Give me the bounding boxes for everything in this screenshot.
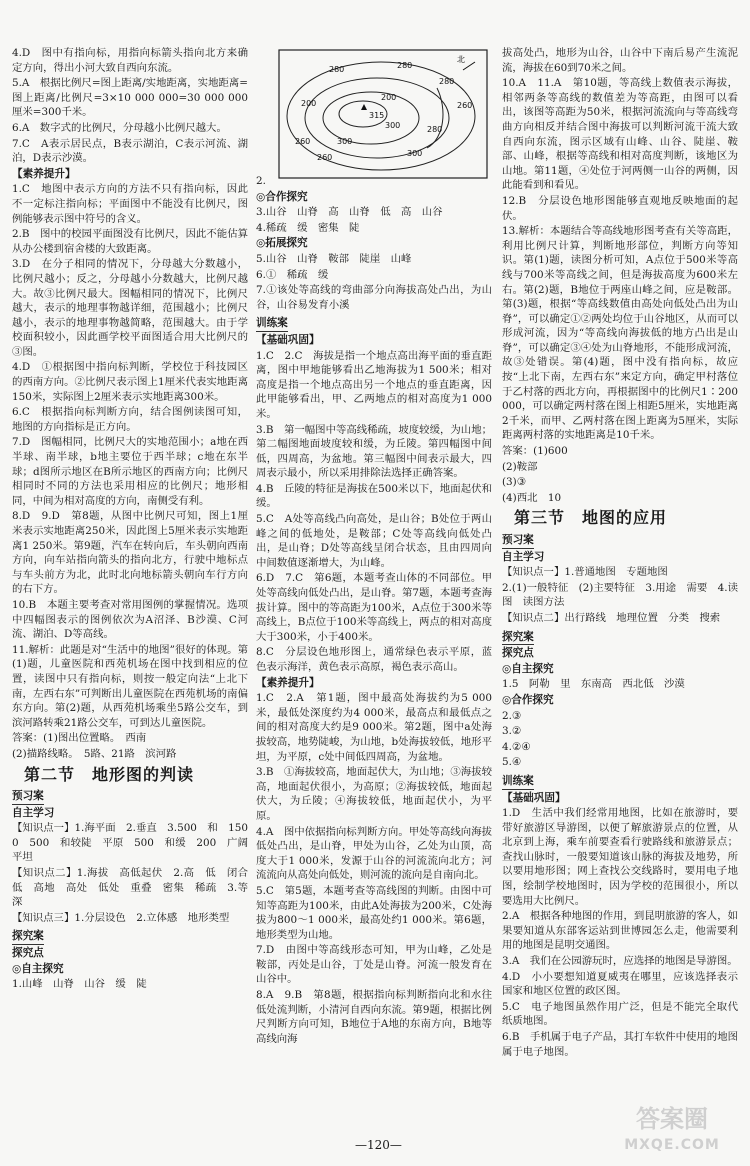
paragraph: 13.解析：本题结合等高线地形图考查有关等高距，利用比例尺计算，判断地形部位，判断方向等知识。第(1)题，读图分析可知，A点位于500米等高线与700米等高线之间，但是海拔高度为600米左右。第(2)题，B地位于两座山峰之间，应是鞍部。第(3)题，根据“等高线数值由高处向低处凸出为山脊”，可以确定①②两处均位于山谷地区，从而可以形成河流，因为“等高线向海拔低的地方凸出是山脊”，可以确定③④处为山脊地形，不能形成河流，故③处错误。第(4)题，图中没有指向标，故应按“上北下南，左西右东”来定方向，确定甲村落位于乙村落的西北方向，再根据图中的比例尺1∶200 000，可以确定两村落在图上相距5厘米，实地距离2千米，而甲、乙两村落在图上距离为5厘米，实际距离两村落的实地距离是10千米。 [502,225,738,442]
paragraph: 6.① 稀疏 缓 [256,268,329,281]
page-number: —120— [355,1138,402,1152]
paragraph: (4)西北 10 [502,491,562,504]
paragraph: 【知识点二】出行路线 地理位置 分类 搜索 [502,611,721,624]
paragraph: 2.A 根据各种地图的作用，到昆明旅游的客人，如果要知道从东部客运站到世博园怎么走，他需要利用的地图是昆明交通图。 [502,910,738,952]
paragraph: 5.山谷 山脊 鞍部 陡崖 山峰 [256,252,412,265]
paragraph: 6.B 手机属于电子产品，其打车软件中使用的地图属于电子地图。 [502,1031,738,1058]
section-heading: 探究点 [12,947,44,960]
paragraph: 7.D 图幅相同，比例尺大的实地范围小；a地在西半球、南半球，b地主要位于西半球；c地在东半球；d图所示地区在B所示地区的西南方向；比例尺相同时不同的方法也采用相应的比例尺；地形相同，中间为相对高度的方向，南侧受有利。 [12,436,248,507]
subsection-label: 训练案 [256,316,288,332]
watermark-text: 答案圈 [636,1105,708,1133]
paragraph: 2.③ [502,709,522,722]
paragraph: 【知识点一】1.海平面 2.垂直 3.500 和 1500 500 和较陡 平原 500 和缓 200 广阔平坦 [12,822,248,864]
paragraph: 6.C 根据指向标判断方向，结合图例读图可知，地图的方向指标是正方向。 [12,406,248,433]
paragraph: 【知识点三】1.分层设色 2.立体感 地形类型 [12,911,230,924]
paragraph: 1.C 地图中表示方向的方法不只有指向标，因此不一定标注指向标；平面图中不能没有比例尺，图例能够表示图中符号的含义。 [12,183,248,225]
paragraph: 7.①该处等高线的弯曲部分向海拔高处凸出，为山谷，山谷易发育小溪 [256,284,492,311]
paragraph: 4.D ①根据图中指向标判断，学校位于科技园区的西南方向。②比例尺表示图上1厘米代表实地距离150米，实际图上2厘米表示实地距离300米。 [12,361,248,403]
paragraph: 10.A 11.A 第10题，等高线上数值表示海拔，相邻两条等高线的数值差为等高距，由图可以看出，该图等高距为50米，根据河流流向与等高线弯曲方向相反并结合图中海拔可以判断河流干流大致自西向东流，图示区域有山峰、山谷、陡崖、鞍部、山峰，根据等高线和相对高度判断，该地区为山地。第11题，④处位于河两侧一山谷的两侧，因此能看到和看见。 [502,77,738,192]
paragraph: 3.山谷 山脊 高 山脊 低 高 山谷 [256,206,443,219]
paragraph: 4.D 图中有指向标，用指向标箭头指向北方来确定方向，得出小河大致自西向东流。 [12,47,248,74]
section-heading: 自主学习 [12,806,55,819]
paragraph: 1.C 2.A 第1题，图中最高处海拔约为5 000米，最低处深度约为4 000米，最高点和最低点之间的相对高度大约是9 000米。第2题，图中a处海拔较高，地势陡峻，为山地，b处海拔较低，地形平坦，为平原，c处中间低四周高，为盆地。 [256,692,492,763]
paragraph: 【知识点一】1.普通地图 专题地图 [502,566,668,579]
paragraph: 8.C 分层设色地形图上，通常绿色表示平原，蓝色表示海洋，黄色表示高原，褐色表示高山。 [256,646,492,673]
paragraph: 4.B 丘陵的特征是海拔在500米以下，地面起伏和缓。 [256,482,492,510]
subsection-label: 训练案 [502,774,534,790]
right-column [502,46,738,1060]
figure-number: 2. [256,175,266,187]
contour-value-label: 280 [397,61,413,70]
subsection-label: 预习案 [12,789,44,805]
north-label: 北 [457,55,466,64]
section-heading: ◎自主探究 [502,662,554,675]
paragraph: 11.解析：此题是对“生活中的地图”很好的体现。第(1)题，儿童医院和西苑机场在图中找到相应的位置，读图中只有指向标，则按一般定向法“上北下南，左西右东”可判断出儿童医院在西苑机场的南偏东方向。第(2)题，从西苑机场乘坐5路公交车，到滨河路转乘21路公交车，可到达儿童医院。 [12,643,248,729]
paragraph: 1.5 阿勒 里 东南高 西北低 沙漠 [502,678,685,691]
section-heading: ◎拓展探究 [256,237,308,250]
section-heading: ◎合作探究 [256,190,308,203]
paragraph: 5.④ [502,756,522,769]
contour-value-label: 280 [427,125,443,134]
section-heading: 【素养提升】 [256,676,320,689]
paragraph: 12.B 分层设色地形图能够直观地反映地面的起伏。 [502,194,738,222]
paragraph: 6.A 数字式的比例尺，分母越小比例尺越大。 [12,121,227,134]
contour-value-label: 315 [369,111,385,120]
section-heading: 【基础巩固】 [256,333,320,346]
paragraph: 4.A 图中依据指向标判断方向。甲处等高线向海拔低处凸出，是山脊，甲处为山谷，乙处为山顶，高度大于1 000米，发源于山谷的河流流向北方；河流流向从高处向低处，则河流的流向是自南向北。 [256,825,492,882]
middle-column [256,46,492,1047]
watermark-logo [602,1106,742,1158]
paragraph: 8.A 9.B 第8题，根据指向标判断指向北和水往低处流判断，小清河自西向东流。第9题，根据比例尺判断方向可知，B地位于A地的东南方向，B地等高线向海 [256,989,492,1045]
contour-value-label: 200 [381,93,397,102]
paragraph: 1.山峰 山脊 山谷 缓 陡 [12,978,147,991]
contour-value-label: 300 [337,137,353,146]
middle-column-text [256,190,492,1047]
contour-map [277,48,489,180]
paragraph: 5.A 根据比例尺=图上距离/实地距离，实地距离=图上距离/比例尺=3×10 000 000=30 000 000厘米=300千米。 [12,77,248,119]
paragraph: 3.A 我们在公园游玩时，应选择的地图是导游图。 [502,955,738,968]
paragraph: 2.B 图中的校园平面图没有比例尺，因此不能估算从办公楼到宿舍楼的大致距离。 [12,228,248,255]
paragraph: 4.D 小小要想知道夏威夷在哪里，应该选择表示国家和地区位置的政区图。 [502,970,738,998]
paragraph: 1.D 生活中我们经常用地图，比如在旅游时，要带好旅游区导游图，以便了解旅游景点的位置，从北京到上海，乘车前要查看行驶路线和旅游景点；查找山脉时，一般要知道该山脉的海拔及地势，所以要用地形图；网上查找公交线路时，要用电子地图，绘制学校地图时，因为学校的范围很小，所以要选用大比例尺。 [502,807,738,907]
paragraph: 3.B 第一幅图中等高线稀疏，坡度较缓，为山地；第二幅图地面坡度较和缓，为丘陵。第四幅图中间低，四周高，为盆地。第三幅图中间表示最大，四周表示最小，所以采用排除法选择正确答案。 [256,423,492,480]
paragraph: 3.B ①海拔较高，地面起伏大，为山地；③海拔较高，地面起伏很小，为高原；②海拔较低，地面起伏大，为丘陵；④海拔较低，地面起伏小，为平原。 [256,766,492,822]
paragraph: 答案：(1)600 [502,445,568,458]
paragraph: 【知识点二】1.海拔 高低起伏 2.高 低 闭合 低 高地 高处 低处 重叠 密集 稀疏 3.等深 [12,867,259,909]
contour-value-label: 300 [407,149,423,158]
contour-value-label: 260 [457,101,473,110]
paragraph: 4.②④ [502,740,531,753]
paragraph: 5.C A处等高线凸向高处，是山谷；B处位于两山峰之间的低地处，是鞍部；C处等高线向低处凸出，是山脊；D处等高线呈闭合状态，且由四周向中间数值逐渐增大，为山峰。 [256,513,492,569]
paragraph: 5.C 第5题，本题考查等高线图的判断。由图中可知等高距为100米，由此A处海拔为200米，C处海拔为800～1 000米，最高处约1 000米。第6题，地形类型为山地。 [256,884,492,941]
paragraph: 7.D 由图中等高线形态可知，甲为山峰，乙处是鞍部，丙处是山谷，丁处是山脊。河流一般发育在山谷中。 [256,944,492,986]
subsection-label: 探究案 [12,929,44,945]
watermark-url: MXQE.COM [624,1137,720,1153]
left-column [12,46,259,993]
paragraph: 拔高处凸，地形为山谷，山谷中下南后易产生流泥流，海拔在60到70米之间。 [502,47,738,74]
paragraph: 10.B 本题主要考查对常用图例的掌握情况。选项中四幅图表示的图例依次为A沼泽、B沙漠、C河流、湖泊、D等高线。 [12,598,248,641]
subsection-label: 预习案 [502,533,534,549]
paragraph: 8.D 9.D 第8题，从图中比例尺可知，图上1厘米表示实地距离250米，因此图上5厘米表示实地距离1 250米。第9题，汽车在转向后，车头朝向西南方向，向车站指向箭头的指向北方，行驶中地标点与车头前方为北，此时北向地标箭头朝向车行方向的右下方。 [12,510,248,596]
paragraph: 6.D 7.C 第6题，本题考查山体的不同部位。甲处等高线向低处凸出，是山脊。第7题，本题考查海拔计算。图中的等高距为100米，A点位于300米等高线上，B点位于100米等高线上，两点的相对高度大于300米，小于400米。 [256,572,492,643]
paragraph: 4.稀疏 缓 密集 陡 [256,221,360,234]
subsection-label: 探究案 [502,630,534,646]
contour-value-label: 260 [317,153,333,162]
section-heading: 【素养提升】 [12,167,76,180]
paragraph: 5.C 电子地图虽然作用广泛，但是不能完全取代纸质地图。 [502,1000,738,1028]
paragraph: 1.C 2.C 海拔是指一个地点高出海平面的垂直距离，图中甲地能够看出乙地海拔为1 500米；相对高度是指一个地点高出另一个地点的垂直距离，因此甲能够看出，甲、乙两地点的相对高度为1 000米。 [256,349,492,420]
paragraph: 3.② [502,725,522,738]
contour-map-figure [256,46,492,189]
chapter-title: 第二节 地形图的判读 [24,764,195,784]
chapter-title: 第三节 地图的应用 [514,508,668,528]
section-heading: 【基础巩固】 [502,791,566,804]
paragraph: (3)③ [502,476,527,489]
paragraph: 答案：(1)图出位置略。 西南 [12,732,147,745]
contour-value-label: 260 [295,137,311,146]
section-heading: ◎合作探究 [502,693,554,706]
contour-value-label: 300 [385,121,401,130]
contour-value-label: 280 [439,77,455,86]
paragraph: 3.D 在分子相同的情况下，分母越大分数越小，比例尺越小；反之，分母越小分数越大，比例尺越大。故③比例尺最大。图幅相同的情况下，比例尺越大，表示的地理事物越详细，范围越小；比例尺越小，表示的地理事物越简略，范围越大。由于学校面积较小，因此画学校平面图适合用大比例尺的③图。 [12,258,248,358]
contour-value-label: 280 [329,65,345,74]
paragraph: (2)鞍部 [502,460,538,473]
paragraph: 7.C A表示居民点，B表示湖泊，C表示河流、湖泊，D表示沙漠。 [12,137,248,165]
section-heading: 自主学习 [502,550,545,563]
paragraph: 2.(1)一般特征 (2)主要特征 3.用途 需要 4.读图 读图方法 [502,581,738,609]
section-heading: ◎自主探究 [12,962,64,975]
paragraph: (2)描路线略。 5路、21路 滨河路 [12,747,177,760]
contour-value-label: 200 [301,99,317,108]
section-heading: 探究点 [502,647,534,660]
